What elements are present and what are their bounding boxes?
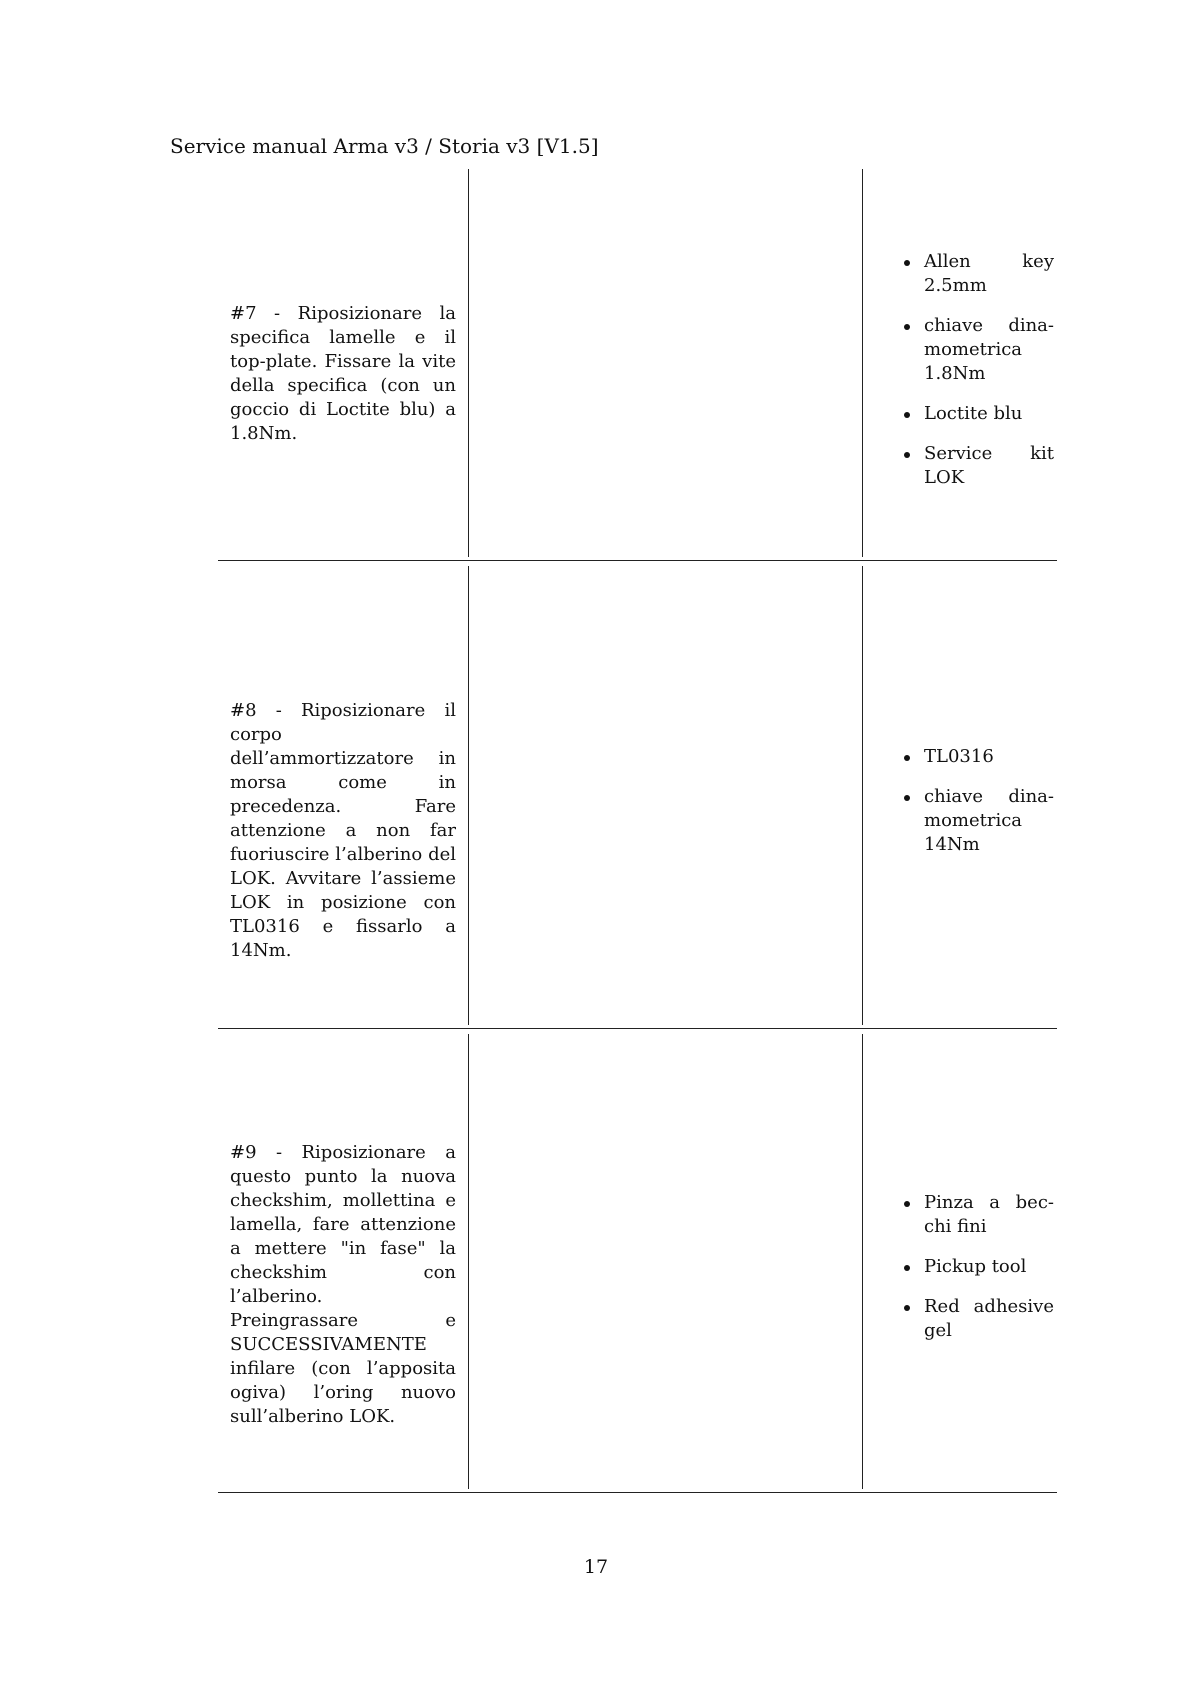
step-description: #7 - Riposizionare la specifica lamelle e il top-plate. Fissare la vite della specifica (con un goccio di Loctite blu) a 1.8Nm. <box>230 303 456 444</box>
list-item <box>902 250 1054 298</box>
list-item <box>902 745 1054 769</box>
bullet-icon <box>904 452 910 458</box>
bullet-icon <box>904 1305 910 1311</box>
step-description: #9 - Riposizionare a questo punto la nuova checkshim, mollettina e lamella, fare attenzione a mettere "in fase" la checkshim con l’alberino. Preingrassare e SUCCESSIVAMENTE infilare (con l’apposita ogiva) l’oring nuovo sull’alberino LOK. <box>230 1142 456 1427</box>
list-item <box>902 1255 1054 1279</box>
tool-label: Red adhesive gel <box>924 1296 1054 1341</box>
tool-label: chiave dina-mometrica 14Nm <box>924 786 1054 855</box>
list-item <box>902 785 1054 857</box>
list-item <box>902 402 1054 426</box>
tool-label: Service kit LOK <box>924 443 1054 488</box>
list-item <box>902 1191 1054 1239</box>
list-item <box>902 1295 1054 1343</box>
tools-list <box>902 745 1054 873</box>
bullet-icon <box>904 1265 910 1271</box>
tool-label: chiave dina-mometrica 1.8Nm <box>924 315 1054 384</box>
running-header: Service manual Arma v3 / Storia v3 [V1.5] <box>170 134 599 158</box>
tools-list <box>902 1191 1054 1359</box>
list-item <box>902 442 1054 490</box>
bullet-icon <box>904 412 910 418</box>
tool-label: TL0316 <box>924 746 994 767</box>
tools-list <box>902 250 1054 506</box>
bullet-icon <box>904 795 910 801</box>
tool-label: Allen key 2.5mm <box>924 251 1054 296</box>
page-number: 17 <box>583 1556 609 1578</box>
tool-label: Pinza a bec-chi fini <box>924 1192 1054 1237</box>
tool-label: Loctite blu <box>924 403 1023 424</box>
list-item <box>902 314 1054 386</box>
tool-label: Pickup tool <box>924 1256 1027 1277</box>
bullet-icon <box>904 324 910 330</box>
bullet-icon <box>904 1201 910 1207</box>
step-description: #8 - Riposizionare il corpo dell’ammortizzatore in morsa come in precedenza. Fare attenzione a non far fuoriuscire l’alberino del LOK. Avvitare l’assieme LOK in posizione con TL0316 e fissarlo a 14Nm. <box>230 700 456 961</box>
bullet-icon <box>904 755 910 761</box>
bullet-icon <box>904 260 910 266</box>
